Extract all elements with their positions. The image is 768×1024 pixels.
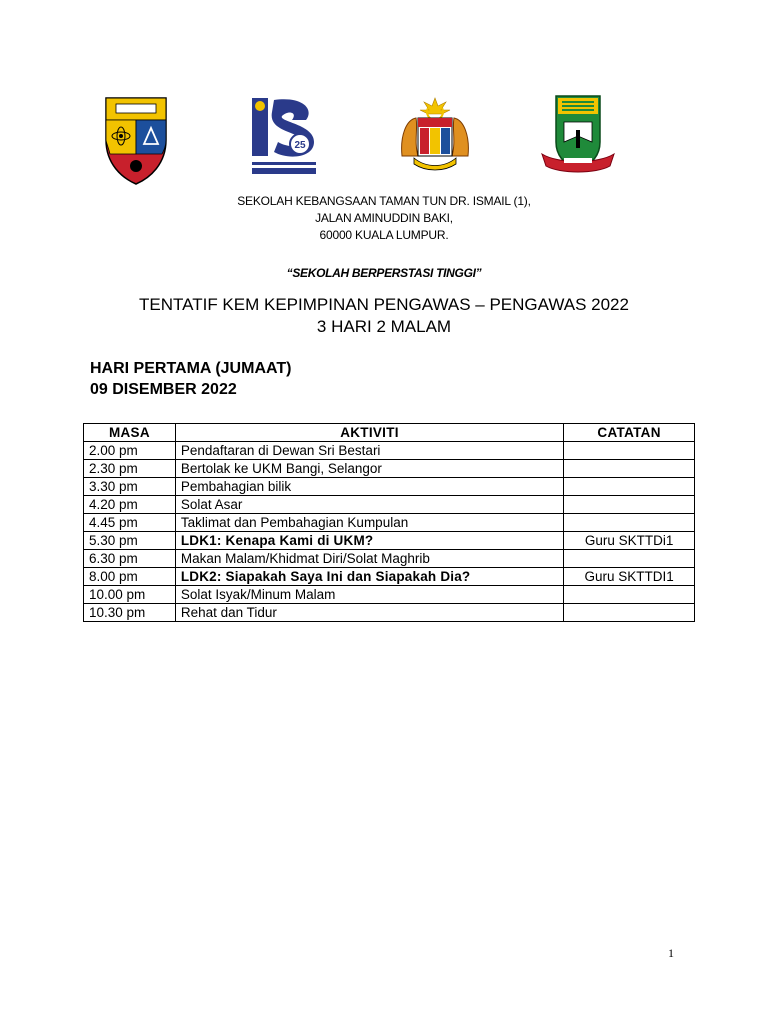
malaysia-coat-of-arms-logo	[398, 96, 472, 176]
cell-activity: LDK2: Siapakah Saya Ini dan Siapakah Dia?	[175, 568, 563, 586]
cell-time: 10.00 pm	[84, 586, 176, 604]
document-title	[0, 294, 768, 338]
cell-activity: Solat Asar	[175, 496, 563, 514]
address-line-1: SEKOLAH KEBANGSAAN TAMAN TUN DR. ISMAIL (1),	[237, 194, 531, 208]
cell-time: 4.20 pm	[84, 496, 176, 514]
cell-activity: Rehat dan Tidur	[175, 604, 563, 622]
cell-note	[564, 586, 695, 604]
school-address	[0, 193, 768, 244]
cell-note	[564, 496, 695, 514]
address-line-2: JALAN AMINUDDIN BAKI,	[315, 211, 453, 225]
cell-activity: Bertolak ke UKM Bangi, Selangor	[175, 460, 563, 478]
cell-note	[564, 514, 695, 532]
cell-activity: Makan Malam/Khidmat Diri/Solat Maghrib	[175, 550, 563, 568]
cell-time: 6.30 pm	[84, 550, 176, 568]
svg-text:25: 25	[294, 140, 306, 151]
cell-activity: Pendaftaran di Dewan Sri Bestari	[175, 442, 563, 460]
cell-activity: LDK1: Kenapa Kami di UKM?	[175, 532, 563, 550]
header-aktiviti: AKTIVITI	[175, 424, 563, 442]
school-motto: “SEKOLAH BERPERSTASI TINGGI”	[286, 266, 482, 280]
cell-activity: Pembahagian bilik	[175, 478, 563, 496]
cell-activity: Solat Isyak/Minum Malam	[175, 586, 563, 604]
table-row	[84, 442, 695, 460]
cell-activity: Taklimat dan Pembahagian Kumpulan	[175, 514, 563, 532]
schedule-table	[83, 423, 695, 622]
table-row	[84, 550, 695, 568]
cell-note: Guru SKTTDI1	[564, 568, 695, 586]
cell-note	[564, 460, 695, 478]
ukm-crest-logo	[100, 94, 172, 186]
table-row	[84, 478, 695, 496]
cell-time: 5.30 pm	[84, 532, 176, 550]
cell-time: 2.00 pm	[84, 442, 176, 460]
title-line-2: 3 HARI 2 MALAM	[316, 317, 452, 336]
cell-note: Guru SKTTDi1	[564, 532, 695, 550]
day-date: 09 DISEMBER 2022	[90, 381, 237, 398]
page-number: 1	[668, 946, 674, 960]
cell-time: 3.30 pm	[84, 478, 176, 496]
table-row	[84, 532, 695, 550]
cell-time: 10.30 pm	[84, 604, 176, 622]
cell-time: 2.30 pm	[84, 460, 176, 478]
header-masa: MASA	[84, 424, 176, 442]
table-row	[84, 568, 695, 586]
25-anniversary-logo	[248, 94, 320, 180]
cell-note	[564, 550, 695, 568]
header-catatan: CATATAN	[564, 424, 695, 442]
table-row	[84, 460, 695, 478]
cell-time: 4.45 pm	[84, 514, 176, 532]
cell-note	[564, 478, 695, 496]
title-line-1: TENTATIF KEM KEPIMPINAN PENGAWAS – PENGAWAS 2022	[139, 295, 629, 314]
day-name: HARI PERTAMA (JUMAAT)	[90, 360, 292, 377]
cell-note	[564, 604, 695, 622]
cell-note	[564, 442, 695, 460]
cell-time: 8.00 pm	[84, 568, 176, 586]
address-line-3: 60000 KUALA LUMPUR.	[319, 228, 449, 242]
logo-bar	[0, 92, 768, 192]
table-row	[84, 604, 695, 622]
day-heading	[90, 358, 291, 400]
table-header-row	[84, 424, 695, 442]
school-crest-logo	[540, 92, 616, 182]
table-row	[84, 586, 695, 604]
table-row	[84, 514, 695, 532]
table-row	[84, 496, 695, 514]
